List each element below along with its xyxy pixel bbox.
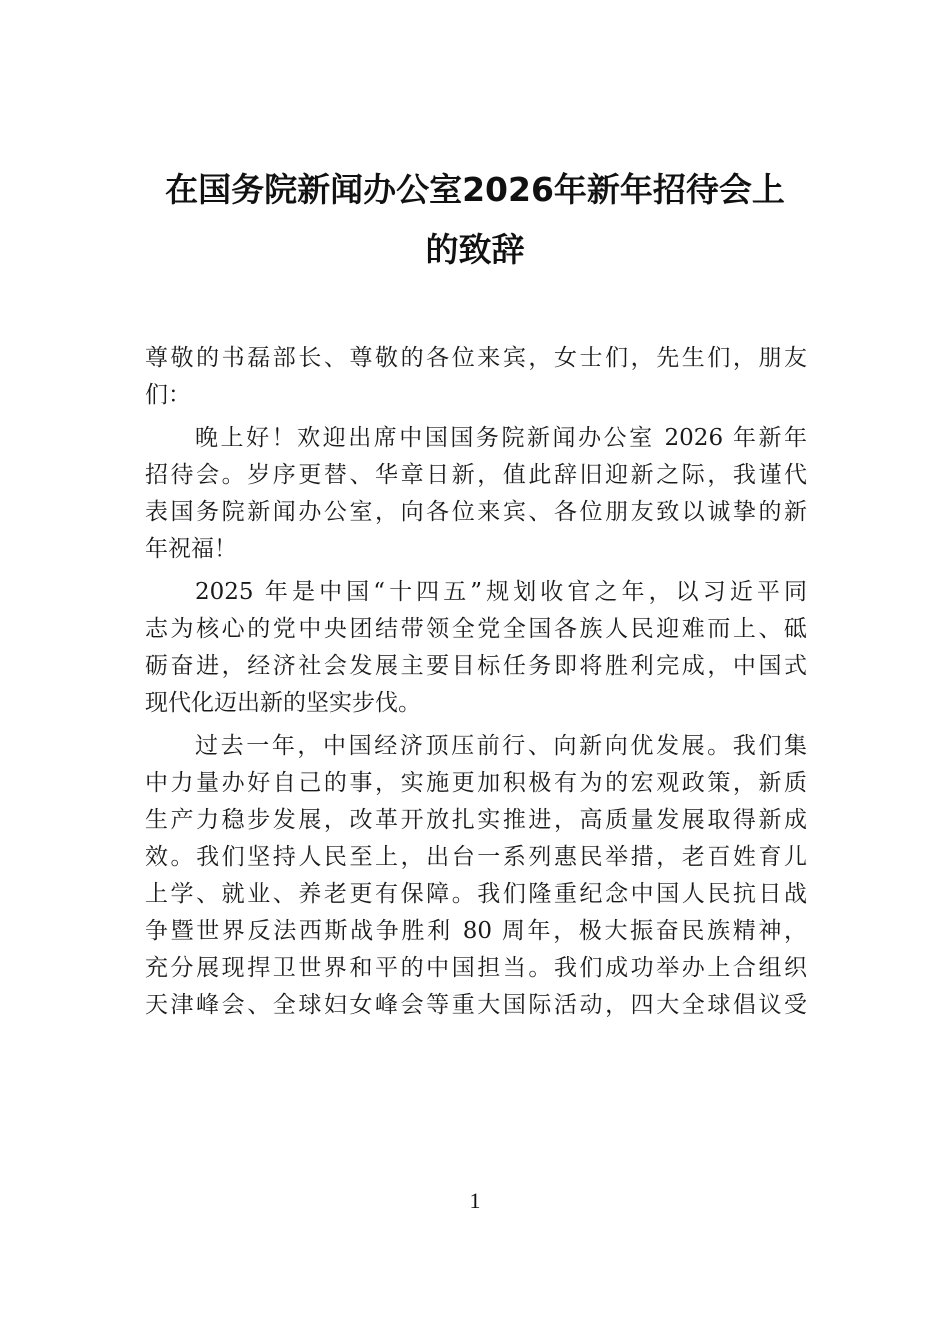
document-body xyxy=(145,340,807,1024)
text-line: 充分展现捍卫世界和平的中国担当。我们成功举办上合组织 xyxy=(145,955,807,981)
text-line: 年祝福！ xyxy=(145,536,237,562)
text-line: 2025 年是中国“十四五”规划收官之年，以习近平同 xyxy=(195,579,807,605)
review-paragraph xyxy=(145,574,807,722)
text-line: 招待会。岁序更替、华章日新，值此辞旧迎新之际，我谨代 xyxy=(145,462,807,488)
text-line: 志为核心的党中央团结带领全党全国各族人民迎难而上、砥 xyxy=(145,616,807,642)
document-title xyxy=(140,160,810,280)
text-line: 争暨世界反法西斯战争胜利 80 周年，极大振奋民族精神， xyxy=(145,918,807,944)
text-line: 中力量办好自己的事，实施更加积极有为的宏观政策，新质 xyxy=(145,770,807,796)
greeting-paragraph xyxy=(145,420,807,568)
text-line: 生产力稳步发展，改革开放扎实推进，高质量发展取得新成 xyxy=(145,807,807,833)
past-year-paragraph xyxy=(145,728,807,1024)
title-line-1: 在国务院新闻办公室2026年新年招待会上 xyxy=(165,170,785,209)
text-line: 效。我们坚持人民至上，出台一系列惠民举措，老百姓育儿 xyxy=(145,844,807,870)
text-line: 砺奋进，经济社会发展主要目标任务即将胜利完成，中国式 xyxy=(145,653,807,679)
text-line: 上学、就业、养老更有保障。我们隆重纪念中国人民抗日战 xyxy=(145,881,807,907)
salutation-paragraph xyxy=(145,340,807,414)
text-line: 晚上好！欢迎出席中国国务院新闻办公室 2026 年新年 xyxy=(195,425,807,451)
text-line: 现代化迈出新的坚实步伐。 xyxy=(145,690,421,716)
text-line: 天津峰会、全球妇女峰会等重大国际活动，四大全球倡议受 xyxy=(145,992,807,1018)
text-line: 过去一年，中国经济顶压前行、向新向优发展。我们集 xyxy=(195,733,807,759)
page-number: 1 xyxy=(469,1188,481,1213)
text-line: 尊敬的书磊部长、尊敬的各位来宾，女士们，先生们，朋友 xyxy=(145,345,807,371)
text-line: 们： xyxy=(145,382,191,408)
title-line-2: 的致辞 xyxy=(425,230,525,269)
text-line: 表国务院新闻办公室，向各位来宾、各位朋友致以诚挚的新 xyxy=(145,499,807,525)
